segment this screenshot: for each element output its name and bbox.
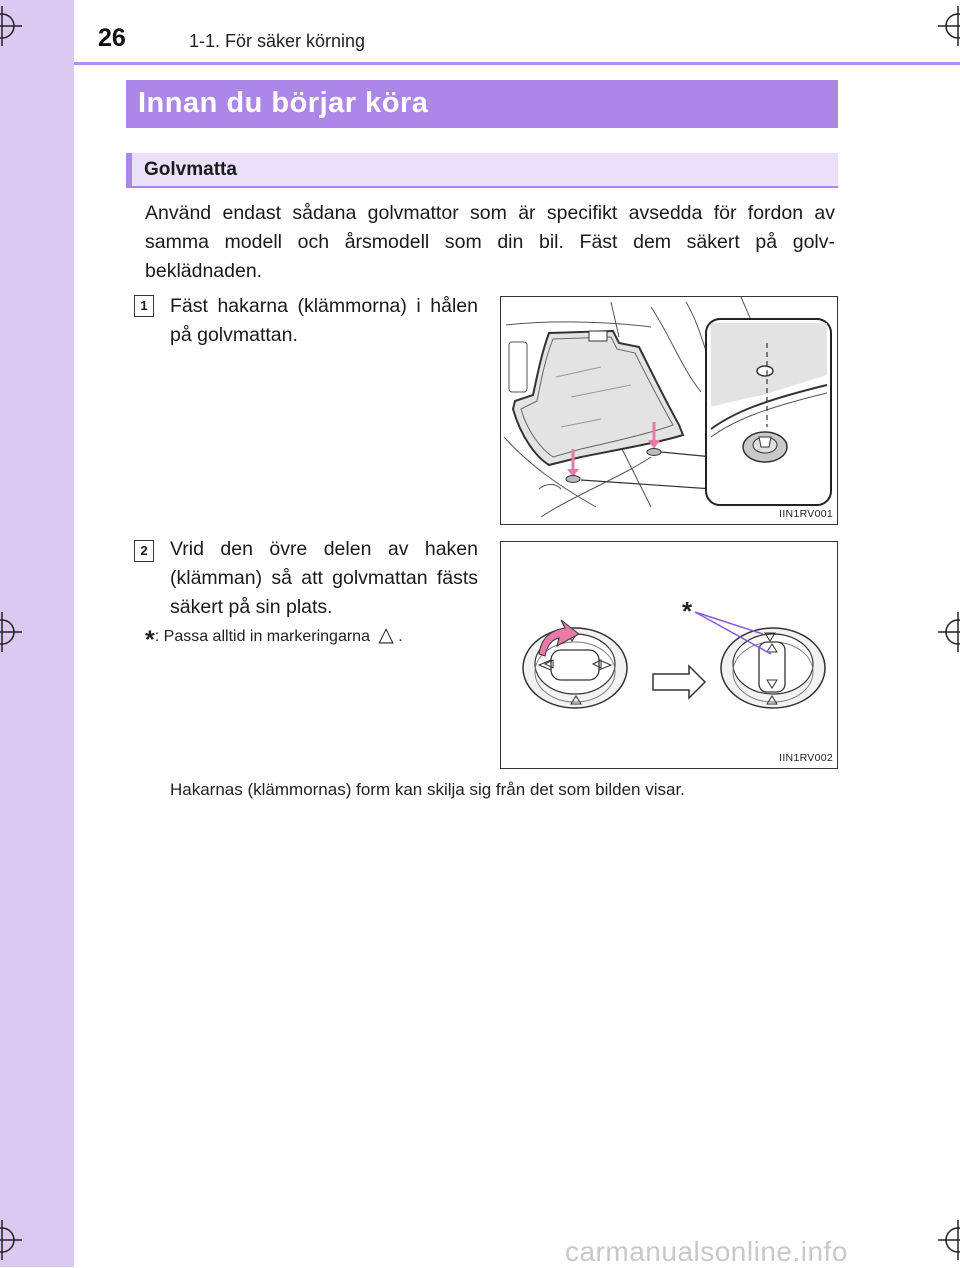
note-text: Passa alltid in markeringarna: [163, 628, 370, 645]
section-header: [126, 153, 838, 188]
header-rule: [74, 62, 960, 65]
figure-hook-rotation: [500, 541, 838, 769]
footnote: Hakarnas (klämmornas) form kan skilja sig från det som bilden visar.: [170, 780, 685, 799]
step-number-2: 2: [134, 540, 154, 562]
section-title: Golvmatta: [144, 159, 237, 180]
figure-code: IIN1RV002: [779, 752, 833, 764]
note-end: .: [398, 628, 403, 645]
hook-rotation-illustration: [501, 542, 837, 768]
breadcrumb: 1-1. För säker körning: [189, 31, 366, 51]
page-number: 26: [98, 24, 126, 52]
page-title: Innan du börjar köra: [126, 80, 838, 128]
registration-mark-icon: [0, 612, 22, 652]
section-intro: Använd endast sådana golvmattor som är specifikt avsedda för fordon av samma modell och årsmodell som din bil. Fäst dem säkert på golv-beklädnaden.: [145, 202, 835, 282]
registration-mark-icon: [938, 1220, 960, 1260]
watermark: carmanualsonline.info: [565, 1236, 848, 1267]
figure-floor-mat-hooks: [500, 296, 838, 525]
step-2-text: Vrid den övre delen av haken (klämman) så att golvmattan fästs säkert på sin plats.: [170, 538, 478, 618]
section-accent-bar: [126, 153, 132, 186]
floor-mat-illustration: [501, 297, 837, 524]
note-asterisk: *: [145, 626, 155, 654]
note-separator: :: [154, 628, 160, 645]
note: [145, 622, 403, 655]
figure-asterisk: *: [682, 596, 693, 626]
registration-mark-icon: [938, 6, 960, 46]
registration-mark-icon: [0, 1220, 22, 1260]
figure-code: IIN1RV001: [779, 508, 833, 520]
triangle-marker-icon: △: [378, 624, 394, 646]
step-1-text: Fäst hakarna (klämmorna) i hålen på golvmattan.: [170, 295, 478, 346]
registration-mark-icon: [0, 6, 22, 46]
registration-mark-icon: [938, 612, 960, 652]
step-number-1: 1: [134, 295, 154, 317]
